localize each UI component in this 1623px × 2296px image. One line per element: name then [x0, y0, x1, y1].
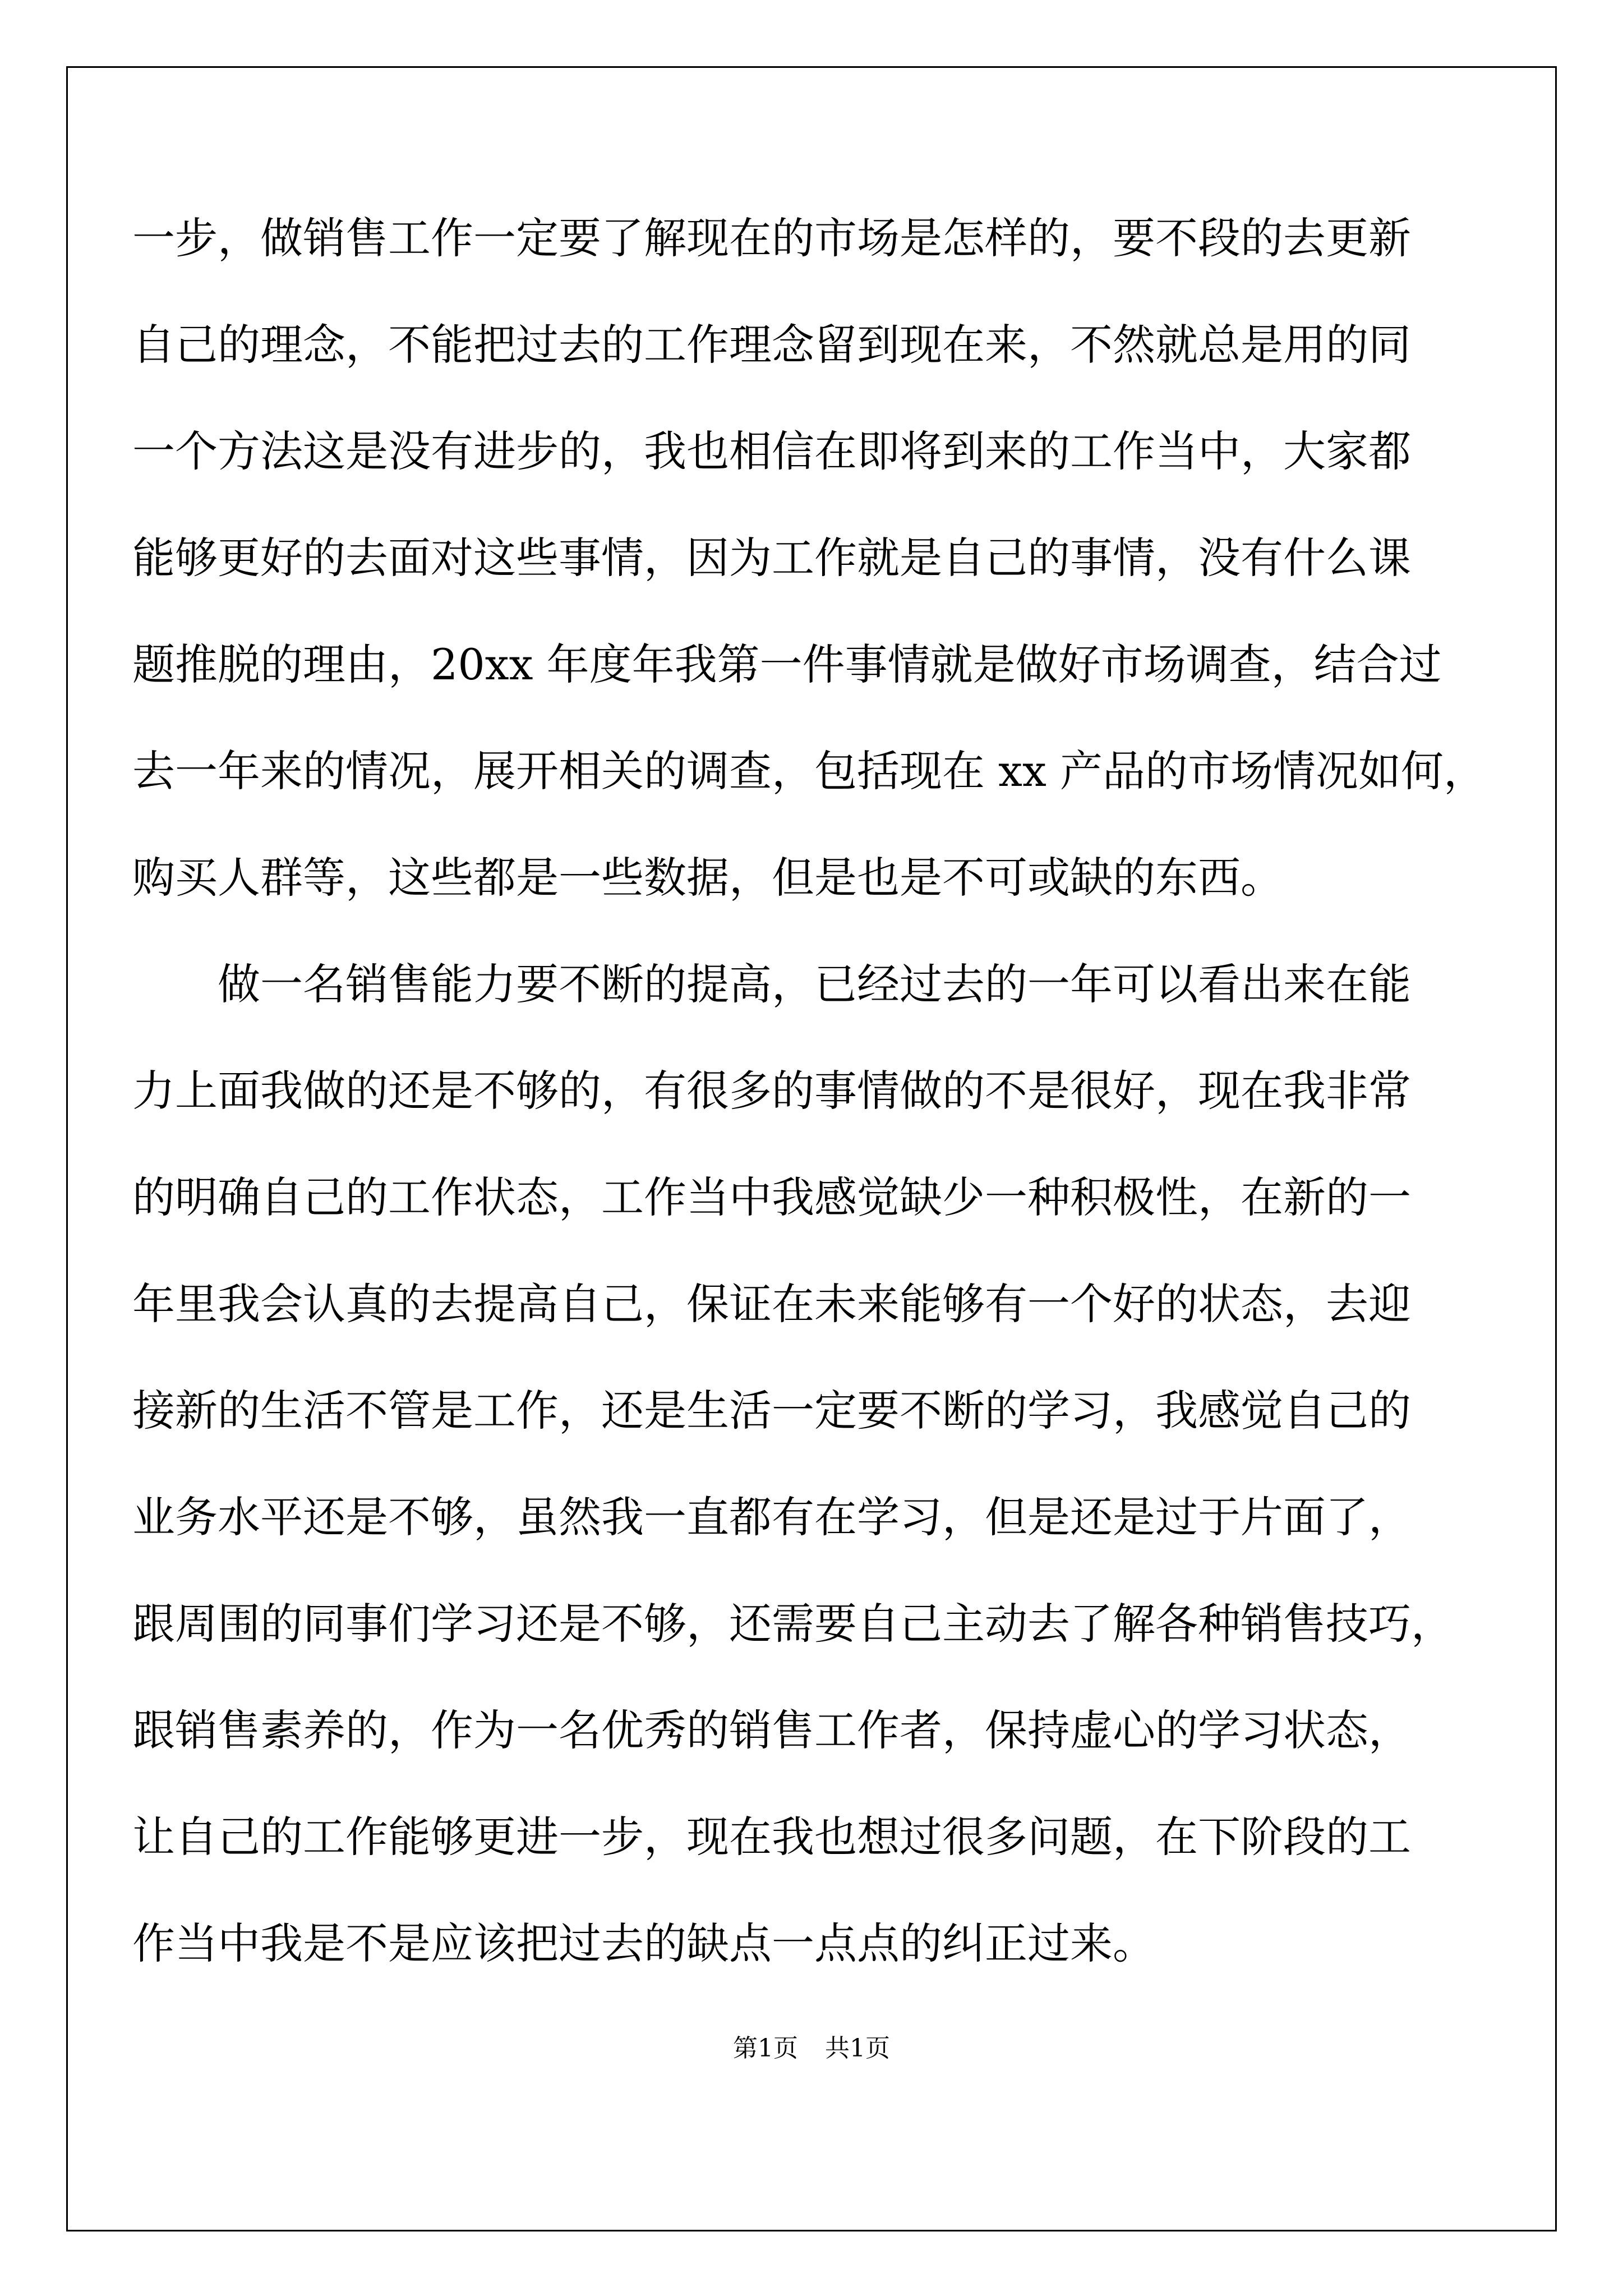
document-body	[132, 185, 1490, 1997]
text-line: 作当中我是不是应该把过去的缺点一点点的纠正过来。	[132, 1918, 1155, 1968]
text-line: 年里我会认真的去提高自己，保证在未来能够有一个好的状态，去迎	[132, 1279, 1411, 1329]
text-line: 让自己的工作能够更进一步，现在我也想过很多问题，在下阶段的工	[132, 1812, 1411, 1862]
text-line: 的明确自己的工作状态，工作当中我感觉缺少一种积极性，在新的一	[132, 1172, 1411, 1222]
text-line: 力上面我做的还是不够的，有很多的事情做的不是很好，现在我非常	[132, 1066, 1411, 1116]
text-line: 题推脱的理由，20xx 年度年我第一件事情就是做好市场调查，结合过	[132, 639, 1442, 689]
text-line: 跟销售素养的，作为一名优秀的销售工作者，保持虚心的学习状态，	[132, 1705, 1411, 1755]
page-number-current: 第1页	[733, 2034, 798, 2063]
text-line: 一步，做销售工作一定要了解现在的市场是怎样的，要不段的去更新	[132, 213, 1411, 263]
paragraph-start-line: 做一名销售能力要不断的提高，已经过去的一年可以看出来在能	[218, 959, 1411, 1009]
text-line: 跟周围的同事们学习还是不够，还需要自己主动去了解各种销售技巧，	[132, 1599, 1454, 1649]
page-footer	[0, 2028, 1623, 2064]
text-line: 能够更好的去面对这些事情，因为工作就是自己的事情，没有什么课	[132, 533, 1411, 583]
text-line: 自己的理念，不能把过去的工作理念留到现在来，不然就总是用的同	[132, 320, 1411, 370]
text-line: 一个方法这是没有进步的，我也相信在即将到来的工作当中，大家都	[132, 426, 1411, 476]
text-line: 去一年来的情况，展开相关的调查，包括现在 xx 产品的市场情况如何，	[132, 746, 1487, 796]
text-line: 业务水平还是不够，虽然我一直都有在学习，但是还是过于片面了，	[132, 1492, 1411, 1542]
text-line: 购买人群等，这些都是一些数据，但是也是不可或缺的东西。	[132, 853, 1283, 903]
text-line: 接新的生活不管是工作，还是生活一定要不断的学习，我感觉自己的	[132, 1386, 1411, 1435]
page-number-total: 共1页	[825, 2034, 890, 2063]
